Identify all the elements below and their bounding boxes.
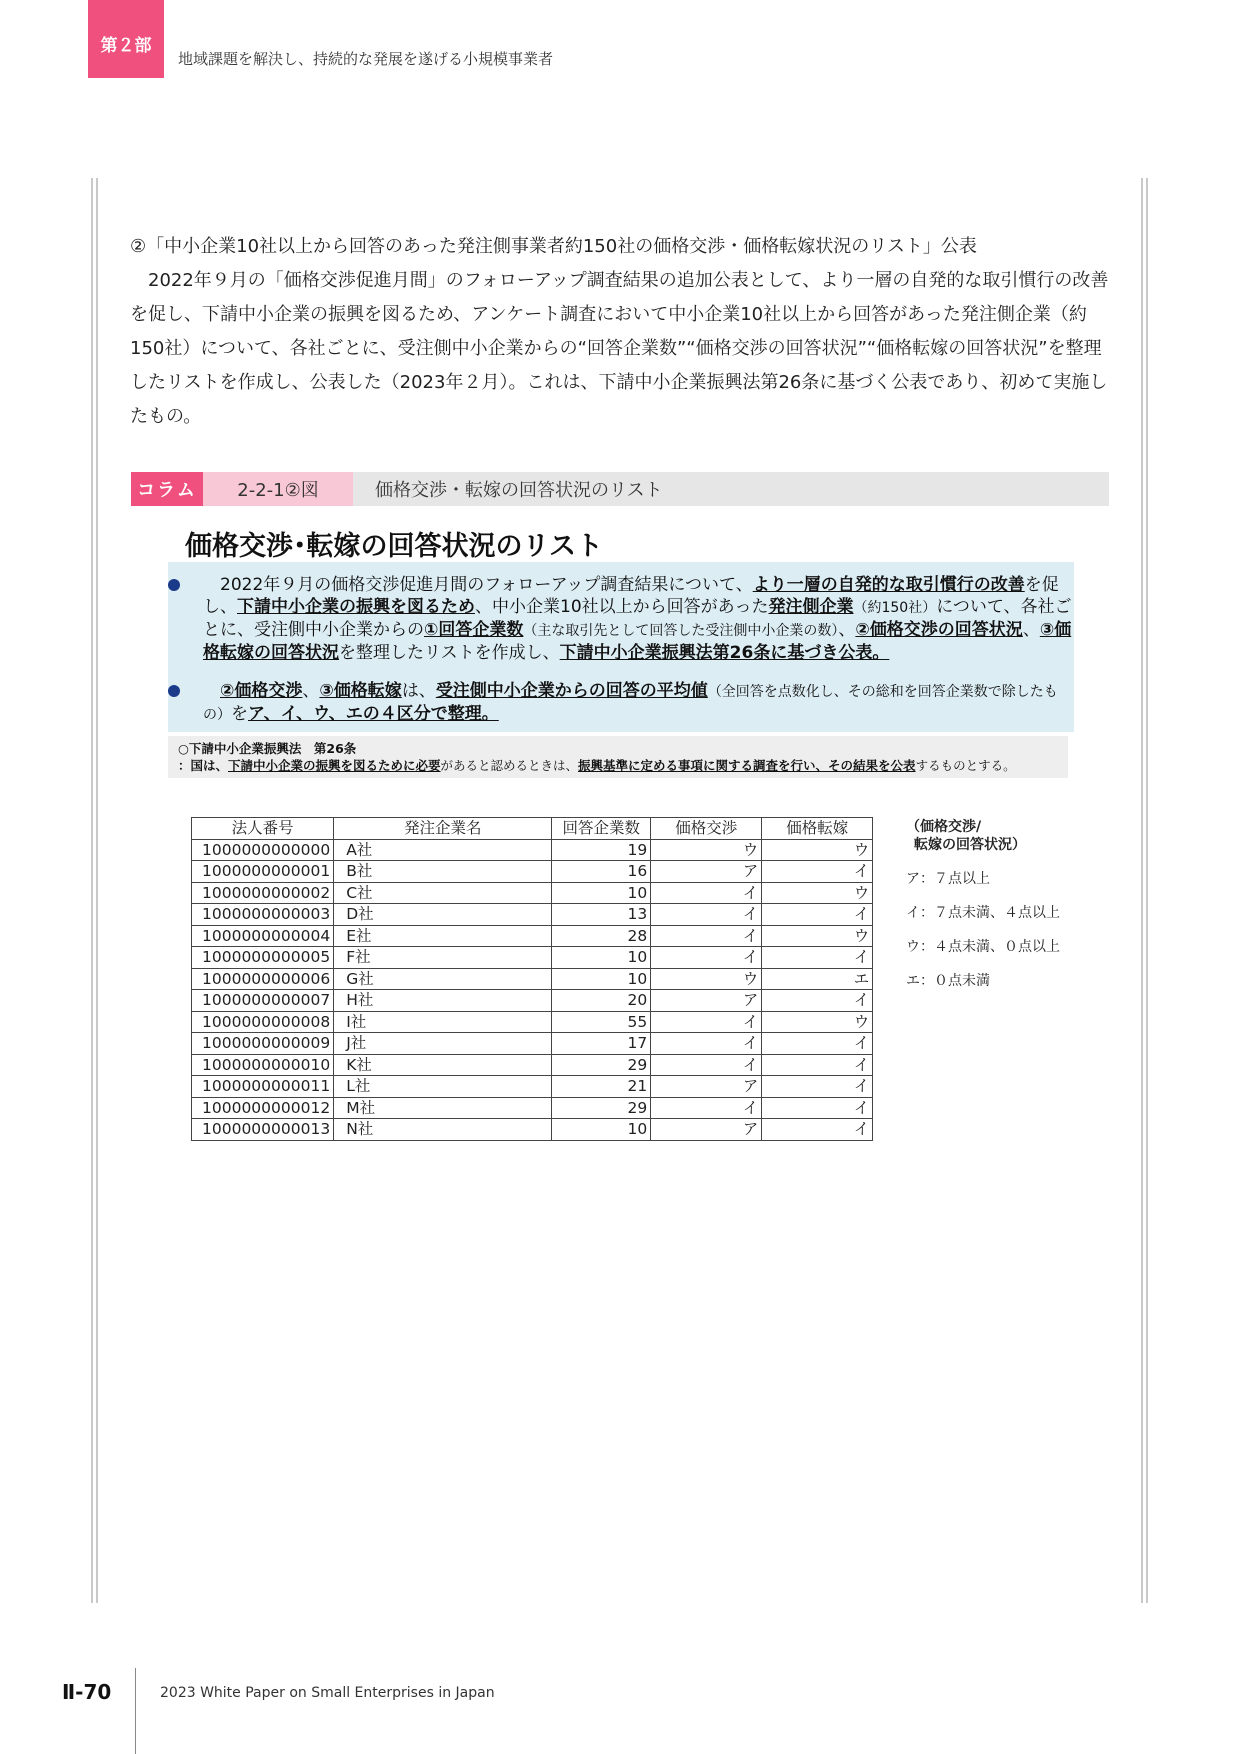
col-corp-number: 法人番号 — [192, 818, 334, 840]
response-count-cell: 19 — [552, 839, 651, 861]
table-row — [192, 1119, 873, 1141]
company-name-cell: C社 — [334, 882, 552, 904]
corp-number-cell: 1000000000003 — [192, 904, 334, 926]
corp-number-cell: 1000000000008 — [192, 1011, 334, 1033]
bullet-text-part: 、 — [302, 681, 320, 701]
bullet-text-part: を — [231, 704, 248, 724]
negotiation-cell: イ — [651, 904, 762, 926]
legend-item: ア：７点以上 — [906, 871, 990, 887]
bullet-note: （全回答を点数化し、その総和を回答企業数で除したもの） — [203, 684, 1058, 723]
body-paragraph: 2022年９月の「価格交渉促進月間」のフォローアップ調査結果の追加公表として、より一層の自発的な取引慣行の改善を促し、下請中小企業の振興を図るため、アンケート調査において中小企業10社以上から回答があった発注側企業（約150社）について、各社ごとに、受注側中小企業からの“回答企業数”“価格交渉の回答状況”“価格転嫁の回答状況”を整理したリストを作成し、公表した（2023年２月）。これは、下請中小企業振興法第26条に基づく公表であり、初めて実施したもの。 — [130, 270, 1109, 427]
negotiation-cell: イ — [651, 947, 762, 969]
col-company-name: 発注企業名 — [334, 818, 552, 840]
company-name-cell: L社 — [334, 1076, 552, 1098]
company-name-cell: F社 — [334, 947, 552, 969]
corp-number-cell: 1000000000010 — [192, 1054, 334, 1076]
response-count-cell: 10 — [552, 947, 651, 969]
bullet-emphasis: 発注側企業 — [768, 597, 854, 617]
passthrough-cell: イ — [762, 1076, 873, 1098]
column-title: 価格交渉・転嫁の回答状況のリスト — [375, 480, 663, 501]
response-count-cell: 29 — [552, 1097, 651, 1119]
bullet-emphasis: ②価格交渉の回答状況 — [855, 620, 1023, 640]
corp-number-cell: 1000000000001 — [192, 861, 334, 883]
passthrough-cell: イ — [762, 1054, 873, 1076]
bullet-note: （約150社） — [853, 600, 937, 616]
table-header-row — [192, 818, 873, 840]
column-label: コラム — [131, 472, 203, 506]
bullet-emphasis: ③価格転嫁の回答状況 — [203, 620, 1072, 663]
table-row — [192, 1054, 873, 1076]
passthrough-cell: ウ — [762, 1011, 873, 1033]
company-name-cell: A社 — [334, 839, 552, 861]
legend-title: 転嫁の回答状況） — [914, 837, 1026, 853]
bullet-emphasis: ③価格転嫁 — [319, 681, 402, 701]
rating-legend — [906, 818, 1076, 990]
passthrough-cell: イ — [762, 990, 873, 1012]
table-row — [192, 947, 873, 969]
bullet-emphasis: 下請中小企業の振興を図るため — [237, 597, 475, 617]
book-title: 2023 White Paper on Small Enterprises in Japan — [160, 1685, 495, 1701]
response-count-cell: 29 — [552, 1054, 651, 1076]
table-row — [192, 882, 873, 904]
bullet-emphasis: より一層の自発的な取引慣行の改善 — [752, 575, 1025, 595]
corp-number-cell: 1000000000006 — [192, 968, 334, 990]
passthrough-cell: イ — [762, 1033, 873, 1055]
body-text — [130, 230, 1110, 434]
col-negotiation: 価格交渉 — [651, 818, 762, 840]
law-text-part: するものとする。 — [915, 758, 1016, 773]
law-text — [178, 757, 1060, 774]
law-text-part: ：国は、 — [178, 758, 229, 773]
bullet-text-part: について、各社ごとに、受注側中小企業からの — [203, 597, 1072, 640]
company-name-cell: K社 — [334, 1054, 552, 1076]
negotiation-cell: ア — [651, 861, 762, 883]
table-row — [192, 1076, 873, 1098]
corp-number-cell: 1000000000002 — [192, 882, 334, 904]
passthrough-cell: ウ — [762, 925, 873, 947]
table-row — [192, 925, 873, 947]
bullet-text-part: 、 — [1022, 620, 1040, 640]
bullet-emphasis: ②価格交渉 — [220, 681, 303, 701]
bullet-dot-icon — [168, 579, 180, 591]
negotiation-cell: イ — [651, 1033, 762, 1055]
corp-number-cell: 1000000000005 — [192, 947, 334, 969]
bullet-emphasis: 下請中小企業振興法第26条に基づき公表。 — [559, 643, 890, 663]
figure-number: 2-2-1②図 — [203, 472, 353, 506]
bullet-emphasis: 受注側中小企業からの回答の平均値 — [435, 681, 708, 701]
company-name-cell: M社 — [334, 1097, 552, 1119]
passthrough-cell: ウ — [762, 882, 873, 904]
law-emphasis: 下請中小企業の振興を図るために必要 — [228, 758, 441, 773]
bullet-text-part: 、 — [838, 620, 856, 640]
legend-item: エ：０点未満 — [906, 973, 990, 989]
bullet-text-part: は、 — [401, 681, 436, 701]
part-tab: 第２部 — [88, 0, 164, 78]
law-emphasis: 振興基準に定める事項に関する調査を行い、その結果を公表 — [578, 758, 916, 773]
legend-item: ウ：４点未満、０点以上 — [906, 939, 1060, 955]
col-passthrough: 価格転嫁 — [762, 818, 873, 840]
company-name-cell: G社 — [334, 968, 552, 990]
column-bar — [131, 472, 1109, 506]
negotiation-cell: ウ — [651, 968, 762, 990]
passthrough-cell: イ — [762, 861, 873, 883]
bullet-text-part: 、中小企業10社以上から回答があった — [475, 597, 769, 617]
response-count-cell: 10 — [552, 968, 651, 990]
law-text-part: があると認めるときは、 — [440, 758, 579, 773]
response-count-cell: 20 — [552, 990, 651, 1012]
body-heading: ②「中小企業10社以上から回答のあった発注側事業者約150社の価格交渉・価格転嫁状況のリスト」公表 — [130, 236, 977, 257]
passthrough-cell: ウ — [762, 839, 873, 861]
corp-number-cell: 1000000000000 — [192, 839, 334, 861]
corp-number-cell: 1000000000012 — [192, 1097, 334, 1119]
negotiation-cell: イ — [651, 882, 762, 904]
negotiation-cell: イ — [651, 925, 762, 947]
legend-item: イ：７点未満、４点以上 — [906, 905, 1060, 921]
bullet-text-part: 2022年９月の価格交渉促進月間のフォローアップ調査結果について、 — [220, 575, 753, 595]
table-row — [192, 1033, 873, 1055]
company-table — [191, 817, 873, 1141]
response-count-cell: 28 — [552, 925, 651, 947]
response-count-cell: 21 — [552, 1076, 651, 1098]
table-row — [192, 1097, 873, 1119]
passthrough-cell: イ — [762, 947, 873, 969]
law-excerpt — [168, 736, 1068, 778]
response-count-cell: 10 — [552, 882, 651, 904]
passthrough-cell: イ — [762, 1097, 873, 1119]
corp-number-cell: 1000000000009 — [192, 1033, 334, 1055]
company-name-cell: J社 — [334, 1033, 552, 1055]
bullet-note: （主な取引先として回答した受注側中小企業の数） — [523, 623, 839, 639]
negotiation-cell: イ — [651, 1054, 762, 1076]
footer-divider — [135, 1668, 136, 1754]
negotiation-cell: ア — [651, 1119, 762, 1141]
negotiation-cell: ウ — [651, 839, 762, 861]
company-name-cell: E社 — [334, 925, 552, 947]
corp-number-cell: 1000000000004 — [192, 925, 334, 947]
bullet-emphasis: ア、イ、ウ、エの４区分で整理。 — [248, 704, 499, 724]
negotiation-cell: イ — [651, 1097, 762, 1119]
bullet-emphasis: ①回答企業数 — [424, 620, 524, 640]
figure-title: 価格交渉･転嫁の回答状況のリスト — [185, 531, 603, 562]
table-row — [192, 861, 873, 883]
table-row — [192, 839, 873, 861]
page-number: Ⅱ-70 — [62, 1680, 112, 1704]
table-row — [192, 1011, 873, 1033]
frame-rule-left — [91, 178, 98, 1603]
col-responses: 回答企業数 — [552, 818, 651, 840]
negotiation-cell: ア — [651, 1076, 762, 1098]
negotiation-cell: ア — [651, 990, 762, 1012]
legend-title: （価格交渉/ — [906, 819, 982, 835]
bullet-text-part: を整理したリストを作成し、 — [339, 643, 560, 663]
bullet-2-text — [203, 680, 1073, 726]
response-count-cell: 55 — [552, 1011, 651, 1033]
negotiation-cell: イ — [651, 1011, 762, 1033]
table-row — [192, 904, 873, 926]
bullet-dot-icon — [168, 685, 180, 697]
table-row — [192, 968, 873, 990]
bullet-text-part: を促し、 — [203, 575, 1059, 617]
corp-number-cell: 1000000000013 — [192, 1119, 334, 1141]
company-name-cell: D社 — [334, 904, 552, 926]
response-count-cell: 10 — [552, 1119, 651, 1141]
passthrough-cell: エ — [762, 968, 873, 990]
passthrough-cell: イ — [762, 904, 873, 926]
response-count-cell: 13 — [552, 904, 651, 926]
response-count-cell: 17 — [552, 1033, 651, 1055]
frame-rule-right — [1141, 178, 1148, 1603]
part-title: 地域課題を解決し、持続的な発展を遂げる小規模事業者 — [178, 50, 554, 68]
company-name-cell: B社 — [334, 861, 552, 883]
company-name-cell: H社 — [334, 990, 552, 1012]
corp-number-cell: 1000000000007 — [192, 990, 334, 1012]
corp-number-cell: 1000000000011 — [192, 1076, 334, 1098]
bullet-1-text — [203, 574, 1073, 664]
company-name-cell: N社 — [334, 1119, 552, 1141]
passthrough-cell: イ — [762, 1119, 873, 1141]
company-name-cell: I社 — [334, 1011, 552, 1033]
response-count-cell: 16 — [552, 861, 651, 883]
table-row — [192, 990, 873, 1012]
law-title: ○下請中小企業振興法 第26条 — [178, 741, 357, 756]
